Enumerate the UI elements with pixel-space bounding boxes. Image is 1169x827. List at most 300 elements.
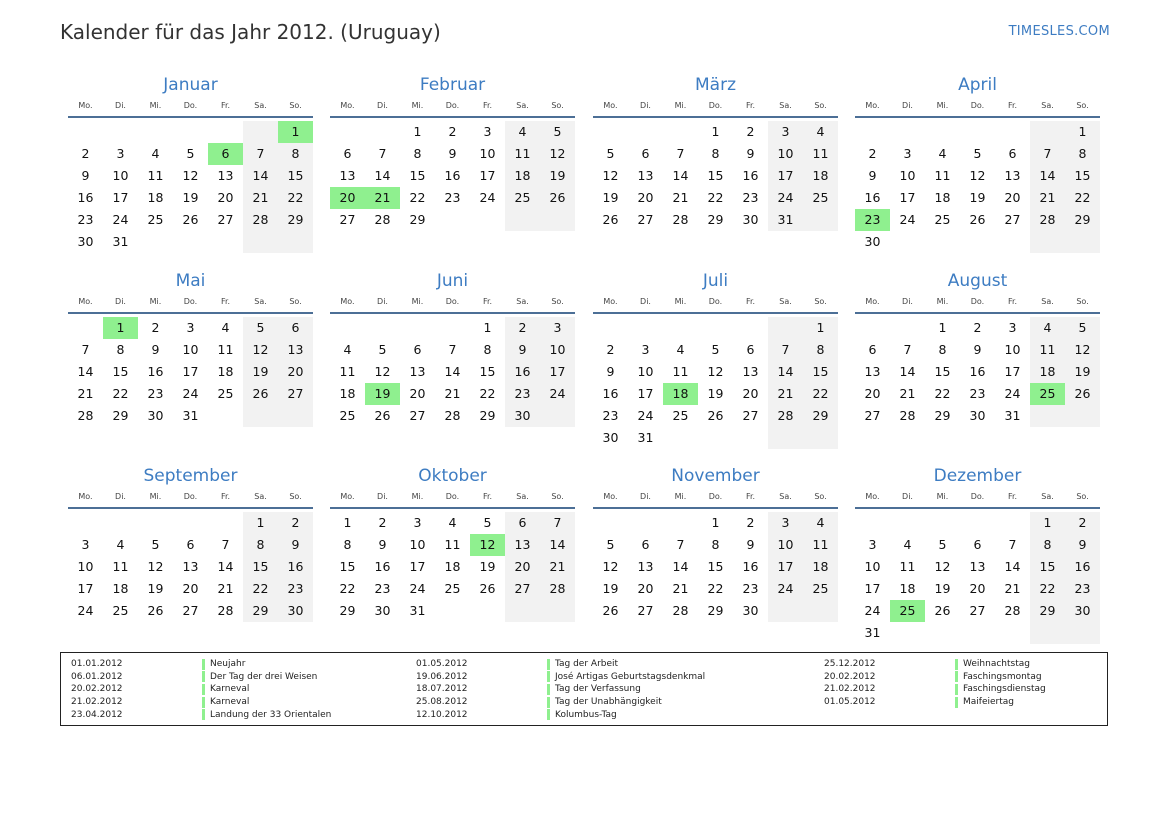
day-cell: 2 [151,320,160,335]
day-cell: 15 [1030,556,1065,578]
weekday-label: Mi. [411,492,424,501]
empty-cell [1030,121,1065,143]
day-cell: 18 [147,190,164,205]
week-row [330,187,575,209]
day-cell: 14 [243,165,278,187]
day-cell: 21 [899,386,916,401]
month-4 [855,74,1100,253]
day-cell: 19 [243,361,278,383]
day-cell: 26 [147,603,164,618]
day-cell: 15 [803,361,838,383]
day-cell: 28 [1030,209,1065,231]
empty-cell [960,622,995,644]
empty-cell [995,121,1030,143]
day-cell: 16 [602,386,619,401]
weekday-label: Do. [183,492,198,501]
day-cell: 21 [540,556,575,578]
week-row [855,600,1100,622]
day-cell: 15 [707,168,724,183]
empty-cell [855,317,890,339]
day-cell: 29 [803,405,838,427]
day-cell: 17 [768,165,803,187]
weekday-label: So. [814,492,827,501]
day-cell: 16 [742,168,759,183]
holiday-marker [547,684,550,695]
weekday-label: Fr. [220,492,231,501]
week-row [68,317,313,339]
weekday-label: Mo. [865,101,880,110]
day-cell: 19 [540,165,575,187]
day-cell: 8 [116,342,125,357]
day-cell: 17 [1004,364,1021,379]
week-row [68,339,313,361]
day-cell: 12 [540,143,575,165]
week-row [593,405,838,427]
day-cell: 2 [746,124,755,139]
empty-cell [890,622,925,644]
empty-cell [540,405,575,427]
weekday-label: Fr. [482,492,493,501]
week-row [68,361,313,383]
day-cell: 2 [505,317,540,339]
day-cell: 24 [540,383,575,405]
day-cell: 28 [243,209,278,231]
day-cell: 4 [343,342,352,357]
day-cell: 7 [676,537,685,552]
day-cell: 9 [378,537,387,552]
month-rule [68,312,313,314]
day-cell: 9 [81,168,90,183]
empty-cell [663,121,698,143]
day-cell: 27 [182,603,199,618]
empty-cell [365,121,400,143]
day-cell: 3 [413,515,422,530]
week-row [855,317,1100,339]
month-11 [593,465,838,622]
day-cell: 22 [707,190,724,205]
legend-holiday-name: Weihnachtstag [963,659,1030,670]
empty-cell [995,231,1030,253]
week-row [855,143,1100,165]
day-cell: 8 [483,342,492,357]
day-cell: 30 [374,603,391,618]
empty-cell [243,121,278,143]
weekday-label: Di. [640,297,651,306]
day-cell: 17 [540,361,575,383]
day-cell: 15 [479,364,496,379]
day-cell: 29 [1065,209,1100,231]
week-row [330,512,575,534]
day-cell: 1 [711,124,720,139]
month-title: April [958,75,997,95]
legend-holiday-name: Der Tag der drei Weisen [210,671,318,682]
day-cell: 29 [934,408,951,423]
legend-item [71,683,331,696]
week-row [330,143,575,165]
day-cell: 24 [768,578,803,600]
month-rule [855,312,1100,314]
empty-cell [470,209,505,231]
weekday-label: Sa. [1041,297,1054,306]
day-cell: 23 [969,386,986,401]
day-cell: 10 [864,559,881,574]
week-row [593,556,838,578]
day-cell: 31 [864,625,881,640]
month-5 [68,270,313,427]
day-cell: 8 [1030,534,1065,556]
empty-cell [173,512,208,534]
weekday-label: Mo. [78,492,93,501]
day-cell: 11 [899,559,916,574]
holiday-day-cell: 1 [278,121,313,143]
weekday-label: Di. [115,101,126,110]
empty-cell [435,600,470,622]
holiday-day-cell: 18 [663,383,698,405]
day-cell: 23 [742,190,759,205]
day-cell: 12 [969,168,986,183]
day-cell: 10 [479,146,496,161]
weekday-label: Mo. [78,297,93,306]
day-cell: 4 [938,146,947,161]
empty-cell [663,512,698,534]
legend-item [71,671,331,684]
week-row [330,121,575,143]
legend-date: 12.10.2012 [416,709,468,720]
empty-cell [960,121,995,143]
legend-holiday-name: Karneval [210,697,250,708]
day-cell: 21 [1030,187,1065,209]
empty-cell [960,512,995,534]
weekday-header [68,295,313,309]
empty-cell [330,317,365,339]
day-cell: 20 [505,556,540,578]
day-cell: 9 [505,339,540,361]
weekday-label: Mi. [936,297,949,306]
day-cell: 30 [602,430,619,445]
day-cell: 6 [278,317,313,339]
day-cell: 21 [217,581,234,596]
weekday-label: Sa. [516,101,529,110]
day-cell: 1 [243,512,278,534]
day-cell: 28 [444,408,461,423]
legend-item [416,683,705,696]
legend-column-1 [71,658,331,721]
day-cell: 22 [707,581,724,596]
week-row [855,534,1100,556]
month-rule [593,312,838,314]
day-cell: 27 [1004,212,1021,227]
month-rule [855,116,1100,118]
day-cell: 23 [602,408,619,423]
empty-cell [628,512,663,534]
holiday-marker [547,659,550,670]
legend-date: 23.04.2012 [71,709,123,720]
week-row [68,405,313,427]
weekday-label: Mo. [78,101,93,110]
empty-cell [1065,405,1100,427]
holiday-marker [202,659,205,670]
legend-holiday-name: Karneval [210,684,250,695]
legend-holiday-name: Kolumbus-Tag [555,709,617,720]
week-row [855,578,1100,600]
month-12 [855,465,1100,644]
legend-item [71,696,331,709]
day-cell: 2 [973,320,982,335]
month-rule [593,116,838,118]
day-cell: 17 [899,190,916,205]
empty-cell [68,512,103,534]
weekday-label: Fr. [1007,101,1018,110]
empty-cell [803,209,838,231]
day-cell: 22 [278,187,313,209]
day-cell: 20 [217,190,234,205]
empty-cell [768,427,803,449]
weekday-label: Mi. [674,297,687,306]
day-cell: 9 [746,146,755,161]
legend-column-2 [416,658,705,721]
day-cell: 3 [868,537,877,552]
day-cell: 5 [378,342,387,357]
empty-cell [593,317,628,339]
legend-date: 21.02.2012 [824,684,876,695]
legend-item [416,658,705,671]
weekday-header [593,295,838,309]
week-row [593,187,838,209]
week-row [593,361,838,383]
holiday-marker [955,659,958,670]
month-9 [68,465,313,622]
week-row [68,512,313,534]
day-cell: 26 [602,603,619,618]
day-cell: 2 [606,342,615,357]
day-cell: 14 [1030,165,1065,187]
week-row [593,383,838,405]
week-row [593,427,838,449]
empty-cell [995,622,1030,644]
week-row [593,317,838,339]
day-cell: 27 [969,603,986,618]
day-cell: 3 [768,512,803,534]
holiday-marker [202,697,205,708]
week-row [330,361,575,383]
weekday-label: Di. [377,492,388,501]
day-cell: 22 [803,383,838,405]
empty-cell [925,512,960,534]
day-cell: 22 [243,578,278,600]
weekday-label: Di. [902,492,913,501]
day-cell: 23 [278,578,313,600]
day-cell: 7 [378,146,387,161]
day-cell: 24 [409,581,426,596]
weekday-label: Mi. [411,101,424,110]
weekday-label: So. [814,297,827,306]
empty-cell [435,317,470,339]
day-cell: 30 [147,408,164,423]
day-cell: 30 [742,603,759,618]
month-10 [330,465,575,622]
day-cell: 13 [217,168,234,183]
weekday-label: Fr. [482,297,493,306]
month-rule [68,116,313,118]
legend-item [416,696,705,709]
day-cell: 28 [672,212,689,227]
day-cell: 29 [278,209,313,231]
day-cell: 26 [479,581,496,596]
weekday-label: Mi. [149,297,162,306]
month-rule [330,312,575,314]
day-cell: 2 [746,515,755,530]
day-cell: 22 [339,581,356,596]
day-cell: 14 [672,168,689,183]
holiday-marker [955,671,958,682]
month-rule [330,507,575,509]
day-cell: 28 [1004,603,1021,618]
day-cell: 26 [243,383,278,405]
empty-cell [890,512,925,534]
week-row [330,339,575,361]
day-cell: 4 [903,537,912,552]
day-cell: 10 [77,559,94,574]
day-cell: 3 [186,320,195,335]
day-cell: 15 [707,559,724,574]
day-cell: 29 [479,408,496,423]
day-cell: 21 [768,383,803,405]
day-cell: 25 [803,187,838,209]
day-cell: 21 [672,190,689,205]
day-cell: 27 [742,408,759,423]
weekday-label: Sa. [254,101,267,110]
day-cell: 9 [1065,534,1100,556]
day-cell: 13 [742,364,759,379]
holiday-day-cell: 1 [103,317,138,339]
day-cell: 31 [112,234,129,249]
day-cell: 11 [217,342,234,357]
day-cell: 16 [444,168,461,183]
day-cell: 10 [1004,342,1021,357]
month-rule [330,116,575,118]
day-cell: 15 [934,364,951,379]
empty-cell [1030,622,1065,644]
week-row [68,187,313,209]
day-cell: 2 [81,146,90,161]
day-cell: 11 [1030,339,1065,361]
legend-holiday-name: Maifeiertag [963,697,1014,708]
day-cell: 16 [374,559,391,574]
day-cell: 24 [479,190,496,205]
legend-holiday-name: Neujahr [210,659,246,670]
empty-cell [208,231,243,253]
week-row [330,383,575,405]
day-cell: 7 [1008,537,1017,552]
day-cell: 7 [540,512,575,534]
week-row [593,165,838,187]
empty-cell [995,512,1030,534]
weekday-label: Di. [902,101,913,110]
month-title: Dezember [933,466,1022,486]
month-title: August [947,271,1008,291]
day-cell: 2 [378,515,387,530]
week-row [593,534,838,556]
weekday-header [855,490,1100,504]
weekday-label: Do. [183,101,198,110]
weekday-label: Mo. [340,101,355,110]
empty-cell [68,317,103,339]
day-cell: 25 [147,212,164,227]
day-cell: 1 [483,320,492,335]
month-rule [593,507,838,509]
month-3 [593,74,838,231]
day-cell: 30 [278,600,313,622]
week-row [330,317,575,339]
weekday-label: Di. [640,101,651,110]
empty-cell [855,512,890,534]
site-link[interactable]: TIMESLES.COM [1008,24,1110,39]
weekday-label: Di. [115,297,126,306]
weekday-label: Mo. [340,492,355,501]
day-cell: 3 [768,121,803,143]
day-cell: 12 [1065,339,1100,361]
day-cell: 29 [707,603,724,618]
week-row [330,534,575,556]
day-cell: 4 [221,320,230,335]
day-cell: 14 [768,361,803,383]
holiday-marker [547,697,550,708]
legend-item [416,671,705,684]
empty-cell [890,121,925,143]
day-cell: 24 [899,212,916,227]
empty-cell [628,121,663,143]
month-title: Juli [702,271,729,291]
weekday-label: So. [814,101,827,110]
empty-cell [365,317,400,339]
empty-cell [138,512,173,534]
empty-cell [435,209,470,231]
day-cell: 13 [278,339,313,361]
day-cell: 20 [1004,190,1021,205]
day-cell: 18 [444,559,461,574]
empty-cell [208,121,243,143]
day-cell: 23 [1065,578,1100,600]
month-2 [330,74,575,231]
day-cell: 5 [1065,317,1100,339]
day-cell: 17 [112,190,129,205]
day-cell: 13 [505,534,540,556]
day-cell: 20 [742,386,759,401]
day-cell: 17 [77,581,94,596]
day-cell: 17 [768,556,803,578]
day-cell: 3 [1008,320,1017,335]
day-cell: 27 [505,578,540,600]
week-row [593,512,838,534]
day-cell: 9 [151,342,160,357]
day-cell: 12 [374,364,391,379]
weekday-label: So. [1076,101,1089,110]
day-cell: 19 [182,190,199,205]
day-cell: 8 [1065,143,1100,165]
day-cell: 3 [903,146,912,161]
day-cell: 17 [182,364,199,379]
day-cell: 21 [77,386,94,401]
day-cell: 9 [278,534,313,556]
weekday-header [68,490,313,504]
weekday-label: So. [551,492,564,501]
day-cell: 21 [444,386,461,401]
day-cell: 14 [77,364,94,379]
day-cell: 5 [186,146,195,161]
day-cell: 6 [186,537,195,552]
day-cell: 18 [112,581,129,596]
day-cell: 9 [973,342,982,357]
